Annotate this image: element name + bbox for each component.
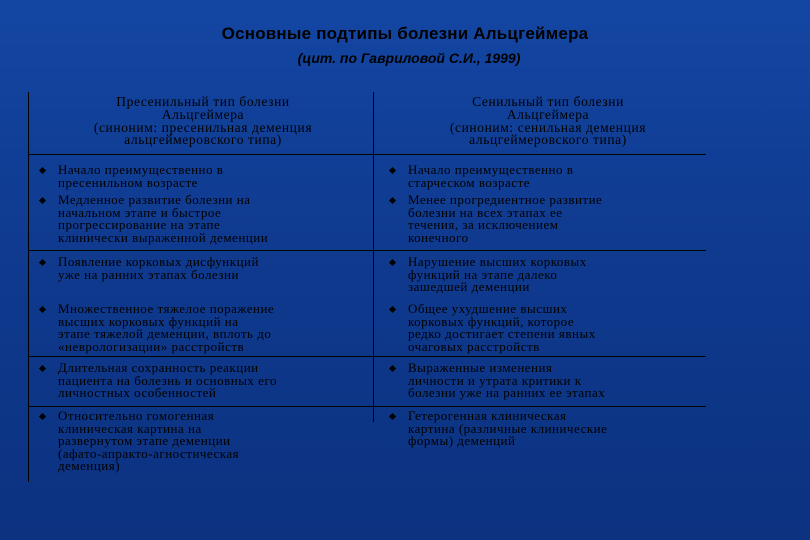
table-column-divider <box>373 92 374 422</box>
item-line: Начало преимущественно в <box>408 162 574 177</box>
diamond-bullet-icon <box>389 306 396 313</box>
item-line: Появление корковых дисфункций <box>58 254 259 269</box>
left-header-line: Пресенильный тип болезни <box>116 94 290 109</box>
comparison-table <box>28 92 706 482</box>
item-line: Нарушение высших корковых <box>408 254 587 269</box>
slide-subtitle: (цит. по Гавриловой С.И., 1999) <box>297 50 521 66</box>
item-line: Начало преимущественно в <box>58 162 224 177</box>
item-line: высших корковых функций на <box>58 313 239 329</box>
diamond-bullet-icon <box>39 365 46 372</box>
diamond-bullet-icon <box>389 365 396 372</box>
item-line: пациента на болезнь и основных его <box>58 372 277 388</box>
right-header-line: Сенильный тип болезни <box>472 94 624 109</box>
item-line: пресенильном возрасте <box>58 174 198 190</box>
item-line: течения, за исключением <box>408 217 559 233</box>
table-left-border <box>28 92 29 482</box>
diamond-bullet-icon <box>39 259 46 266</box>
item-line: личностных особенностей <box>58 385 217 401</box>
item-line: (афато-апракто-агностическая <box>58 445 240 461</box>
diamond-bullet-icon <box>389 197 396 204</box>
item-line: формы) деменций <box>408 433 516 449</box>
item-line: начальном этапе и быстрое <box>58 204 222 220</box>
row-divider <box>28 250 706 251</box>
diamond-bullet-icon <box>39 413 46 420</box>
item-line: Множественное тяжелое поражение <box>58 301 275 316</box>
item-line: корковых функций, которое <box>408 313 575 329</box>
item-line: Длительная сохранность реакции <box>58 360 259 375</box>
diamond-bullet-icon <box>39 167 46 174</box>
item-line: Медленное развитие болезни на <box>58 192 251 207</box>
diamond-bullet-icon <box>389 259 396 266</box>
item-line: Выраженные изменения <box>408 360 553 375</box>
item-line: старческом возрасте <box>408 174 531 190</box>
right-header-line: Альцгеймера <box>506 106 590 122</box>
diamond-bullet-icon <box>389 413 396 420</box>
item-line: редко достигает степени явных <box>408 326 596 342</box>
item-line: Менее прогредиентное развитие <box>408 192 603 207</box>
item-line: картина (различные клинические <box>408 420 608 436</box>
item-line: деменция) <box>58 458 121 474</box>
item-line: очаговых расстройств <box>408 338 540 354</box>
item-line: развернутом этапе деменции <box>58 433 231 449</box>
diamond-bullet-icon <box>39 306 46 313</box>
left-header-line: (синоним: пресенильная деменция <box>93 119 313 135</box>
item-line: прогрессирование на этапе <box>58 217 221 233</box>
row-divider <box>28 356 706 357</box>
left-header-line: Альцгеймера <box>161 106 245 122</box>
item-line: Гетерогенная клиническая <box>408 408 567 423</box>
item-line: конечного <box>408 229 469 245</box>
diamond-bullet-icon <box>389 167 396 174</box>
item-line: зашедшей деменции <box>408 279 530 295</box>
row-divider <box>28 406 706 407</box>
item-line: этапе тяжелой деменции, вплоть до <box>58 326 272 342</box>
diamond-bullet-icon <box>39 197 46 204</box>
right-header-line: (синоним: сенильная деменция <box>449 119 647 135</box>
item-line: личности и утрата критики к <box>408 372 582 388</box>
right-column-header <box>398 96 698 147</box>
right-header-line: альцгеймеровского типа) <box>469 132 627 148</box>
item-line: Относительно гомогенная <box>58 408 215 423</box>
item-line: «неврологизации» расстройств <box>58 338 245 354</box>
slide-title: Основные подтипы болезни Альцгеймера <box>221 24 589 43</box>
item-line: функций на этапе далеко <box>408 266 558 282</box>
left-column-header <box>48 96 358 147</box>
item-line: Общее ухудшение высших <box>408 301 568 316</box>
row-divider <box>28 154 706 155</box>
left-header-line: альцгеймеровского типа) <box>124 132 282 148</box>
item-line: клиническая картина на <box>58 420 202 436</box>
item-line: болезни на всех этапах ее <box>408 204 563 220</box>
item-line: болезни уже на ранних ее этапах <box>408 385 606 401</box>
item-line: уже на ранних этапах болезни <box>58 266 239 282</box>
item-line: клинически выраженной деменции <box>58 229 269 245</box>
